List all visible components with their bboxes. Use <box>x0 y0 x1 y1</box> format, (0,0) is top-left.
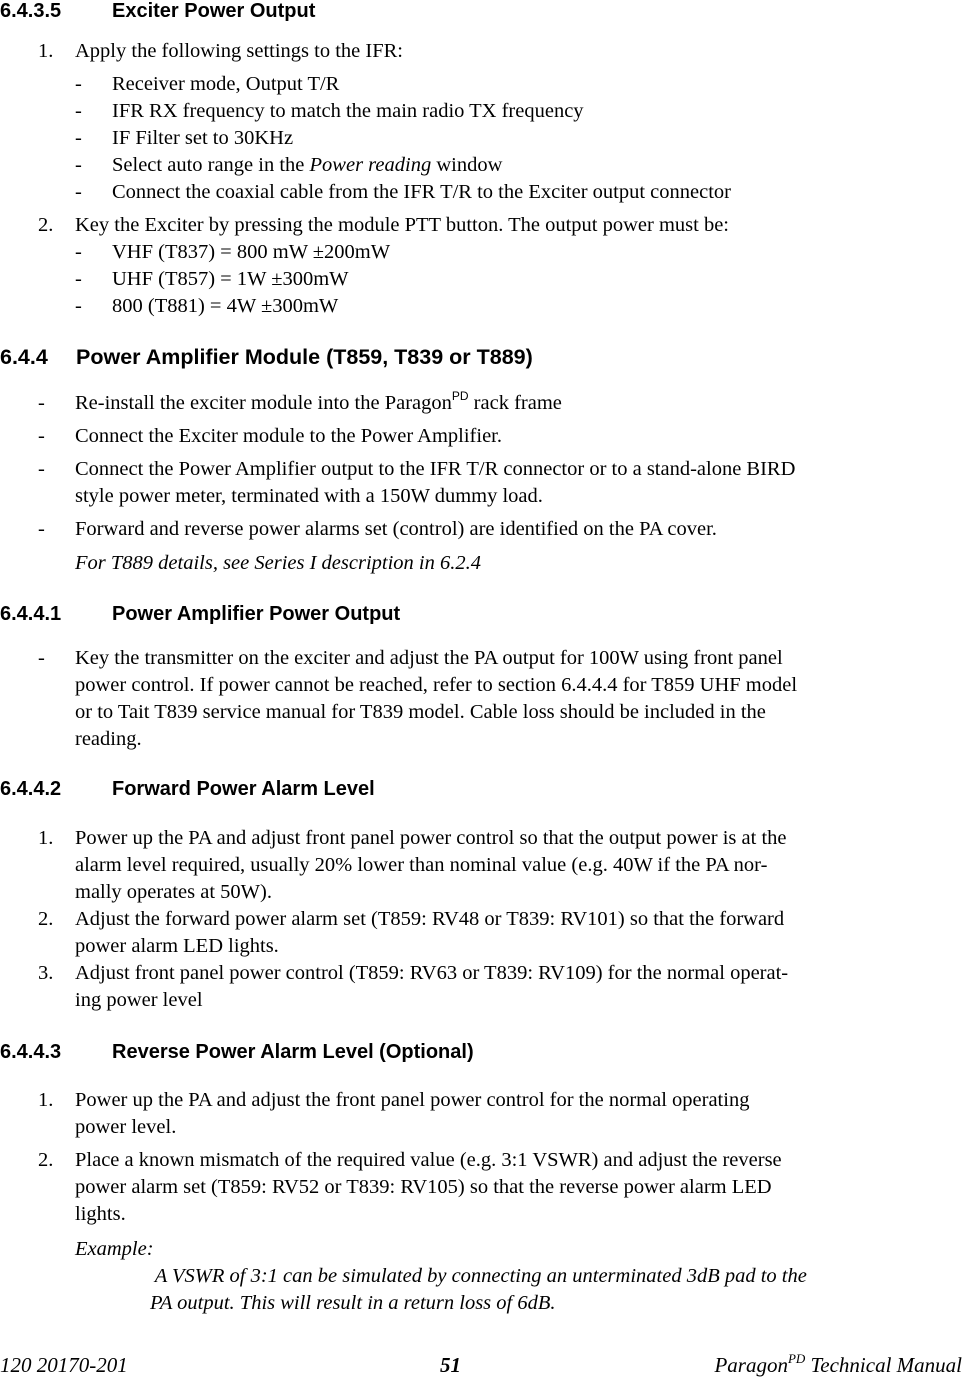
section-number: 6.4.4.2 <box>0 778 62 800</box>
list-marker: 1. <box>38 1089 54 1111</box>
list-marker: 2. <box>38 1149 54 1171</box>
list-marker: 2. <box>38 908 54 930</box>
list-item-text: Key the Exciter by pressing the module PTT button. The output power must be: <box>75 214 729 236</box>
bullet-text: Forward and reverse power alarms set (control) are identified on the PA cover. <box>75 518 717 540</box>
paragraph-line: mally operates at 50W). <box>75 881 272 903</box>
section-title: Exciter Power Output <box>112 0 316 22</box>
dash-marker: - <box>38 458 45 480</box>
dash-marker: - <box>75 127 82 149</box>
example-label: Example: <box>75 1238 154 1260</box>
section-heading-6-4-4 <box>0 345 533 370</box>
paragraph-line: reading. <box>75 728 142 750</box>
paragraph-line: Adjust front panel power control (T859: RV63 or T839: RV109) for the normal operat- <box>75 962 789 984</box>
paragraph-line: Power up the PA and adjust the front panel power control for the normal operating <box>75 1089 750 1111</box>
paragraph-line: power control. If power cannot be reached, refer to section 6.4.4.4 for T859 UHF model <box>75 674 798 696</box>
note-text: For T889 details, see Series I description in 6.2.4 <box>75 552 481 574</box>
dash-marker: - <box>75 181 82 203</box>
section-title: Power Amplifier Module (T859, T839 or T889) <box>76 345 533 369</box>
paragraph-line: Key the transmitter on the exciter and adjust the PA output for 100W using front panel <box>75 647 783 669</box>
dash-marker: - <box>75 154 82 176</box>
sub-item: 800 (T881) = 4W ±300mW <box>112 295 339 317</box>
section-heading-6-4-4-1 <box>0 603 400 626</box>
dash-marker: - <box>75 268 82 290</box>
sub-item: UHF (T857) = 1W ±300mW <box>112 268 349 290</box>
list-item-text: Apply the following settings to the IFR: <box>75 40 403 62</box>
footer-page-number: 51 <box>440 1353 461 1377</box>
bullet-text: Connect the Exciter module to the Power Amplifier. <box>75 425 502 447</box>
list-marker: 2. <box>38 214 54 236</box>
paragraph-line: power alarm set (T859: RV52 or T839: RV105) so that the reverse power alarm LED <box>75 1176 772 1198</box>
section-heading-6-4-4-3 <box>0 1041 474 1064</box>
section-number: 6.4.3.5 <box>0 0 62 22</box>
section-heading-6-4-3-5 <box>0 0 315 23</box>
paragraph-line: ing power level <box>75 989 203 1011</box>
paragraph-line: power level. <box>75 1116 177 1138</box>
section-title: Forward Power Alarm Level <box>112 778 375 800</box>
section-title: Reverse Power Alarm Level (Optional) <box>112 1041 474 1063</box>
dash-marker: - <box>75 241 82 263</box>
list-marker: 3. <box>38 962 54 984</box>
bullet-text: Connect the Power Amplifier output to the IFR T/R connector or to a stand-alone BIRD <box>75 458 796 480</box>
sub-item: VHF (T837) = 800 mW ±200mW <box>112 241 391 263</box>
paragraph-line: lights. <box>75 1203 126 1225</box>
section-heading-6-4-4-2 <box>0 778 375 801</box>
paragraph-line: power alarm LED lights. <box>75 935 279 957</box>
sub-item: Select auto range in the Power reading window <box>112 154 503 176</box>
paragraph-line: alarm level required, usually 20% lower than nominal value (e.g. 40W if the PA nor- <box>75 854 768 876</box>
footer-doc-number: 120 20170-201 <box>0 1353 128 1377</box>
paragraph-line: Power up the PA and adjust front panel power control so that the output power is at the <box>75 827 787 849</box>
dash-marker: - <box>75 73 82 95</box>
dash-marker: - <box>38 425 45 447</box>
list-marker: 1. <box>38 40 54 62</box>
paragraph-line: Place a known mismatch of the required value (e.g. 3:1 VSWR) and adjust the reverse <box>75 1149 782 1171</box>
footer-manual-title: Paragon$^{PD}$ Technical Manual <box>714 1351 962 1377</box>
paragraph-line: Adjust the forward power alarm set (T859: RV48 or T839: RV101) so that the forward <box>75 908 785 930</box>
bullet-text: style power meter, terminated with a 150W dummy load. <box>75 485 543 507</box>
list-marker: 1. <box>38 827 54 849</box>
example-text: A VSWR of 3:1 can be simulated by connecting an unterminated 3dB pad to the <box>150 1265 807 1287</box>
dash-marker: - <box>38 647 45 669</box>
section-number: 6.4.4.1 <box>0 603 62 625</box>
sub-item: IFR RX frequency to match the main radio TX frequency <box>112 100 584 122</box>
section-title: Power Amplifier Power Output <box>112 603 401 625</box>
dash-marker: - <box>38 392 45 414</box>
sub-item: Receiver mode, Output T/R <box>112 73 340 95</box>
dash-marker: - <box>38 518 45 540</box>
bullet-text: Re-install the exciter module into the Paragon$^{PD}$ rack frame <box>75 389 562 414</box>
example-text: PA output. This will result in a return loss of 6dB. <box>150 1292 556 1314</box>
section-number: 6.4.4 <box>0 345 48 369</box>
sub-item: Connect the coaxial cable from the IFR T/R to the Exciter output connector <box>112 181 731 203</box>
dash-marker: - <box>75 295 82 317</box>
paragraph-line: or to Tait T839 service manual for T839 model. Cable loss should be included in the <box>75 701 766 723</box>
section-number: 6.4.4.3 <box>0 1041 62 1063</box>
sub-item: IF Filter set to 30KHz <box>112 127 294 149</box>
dash-marker: - <box>75 100 82 122</box>
